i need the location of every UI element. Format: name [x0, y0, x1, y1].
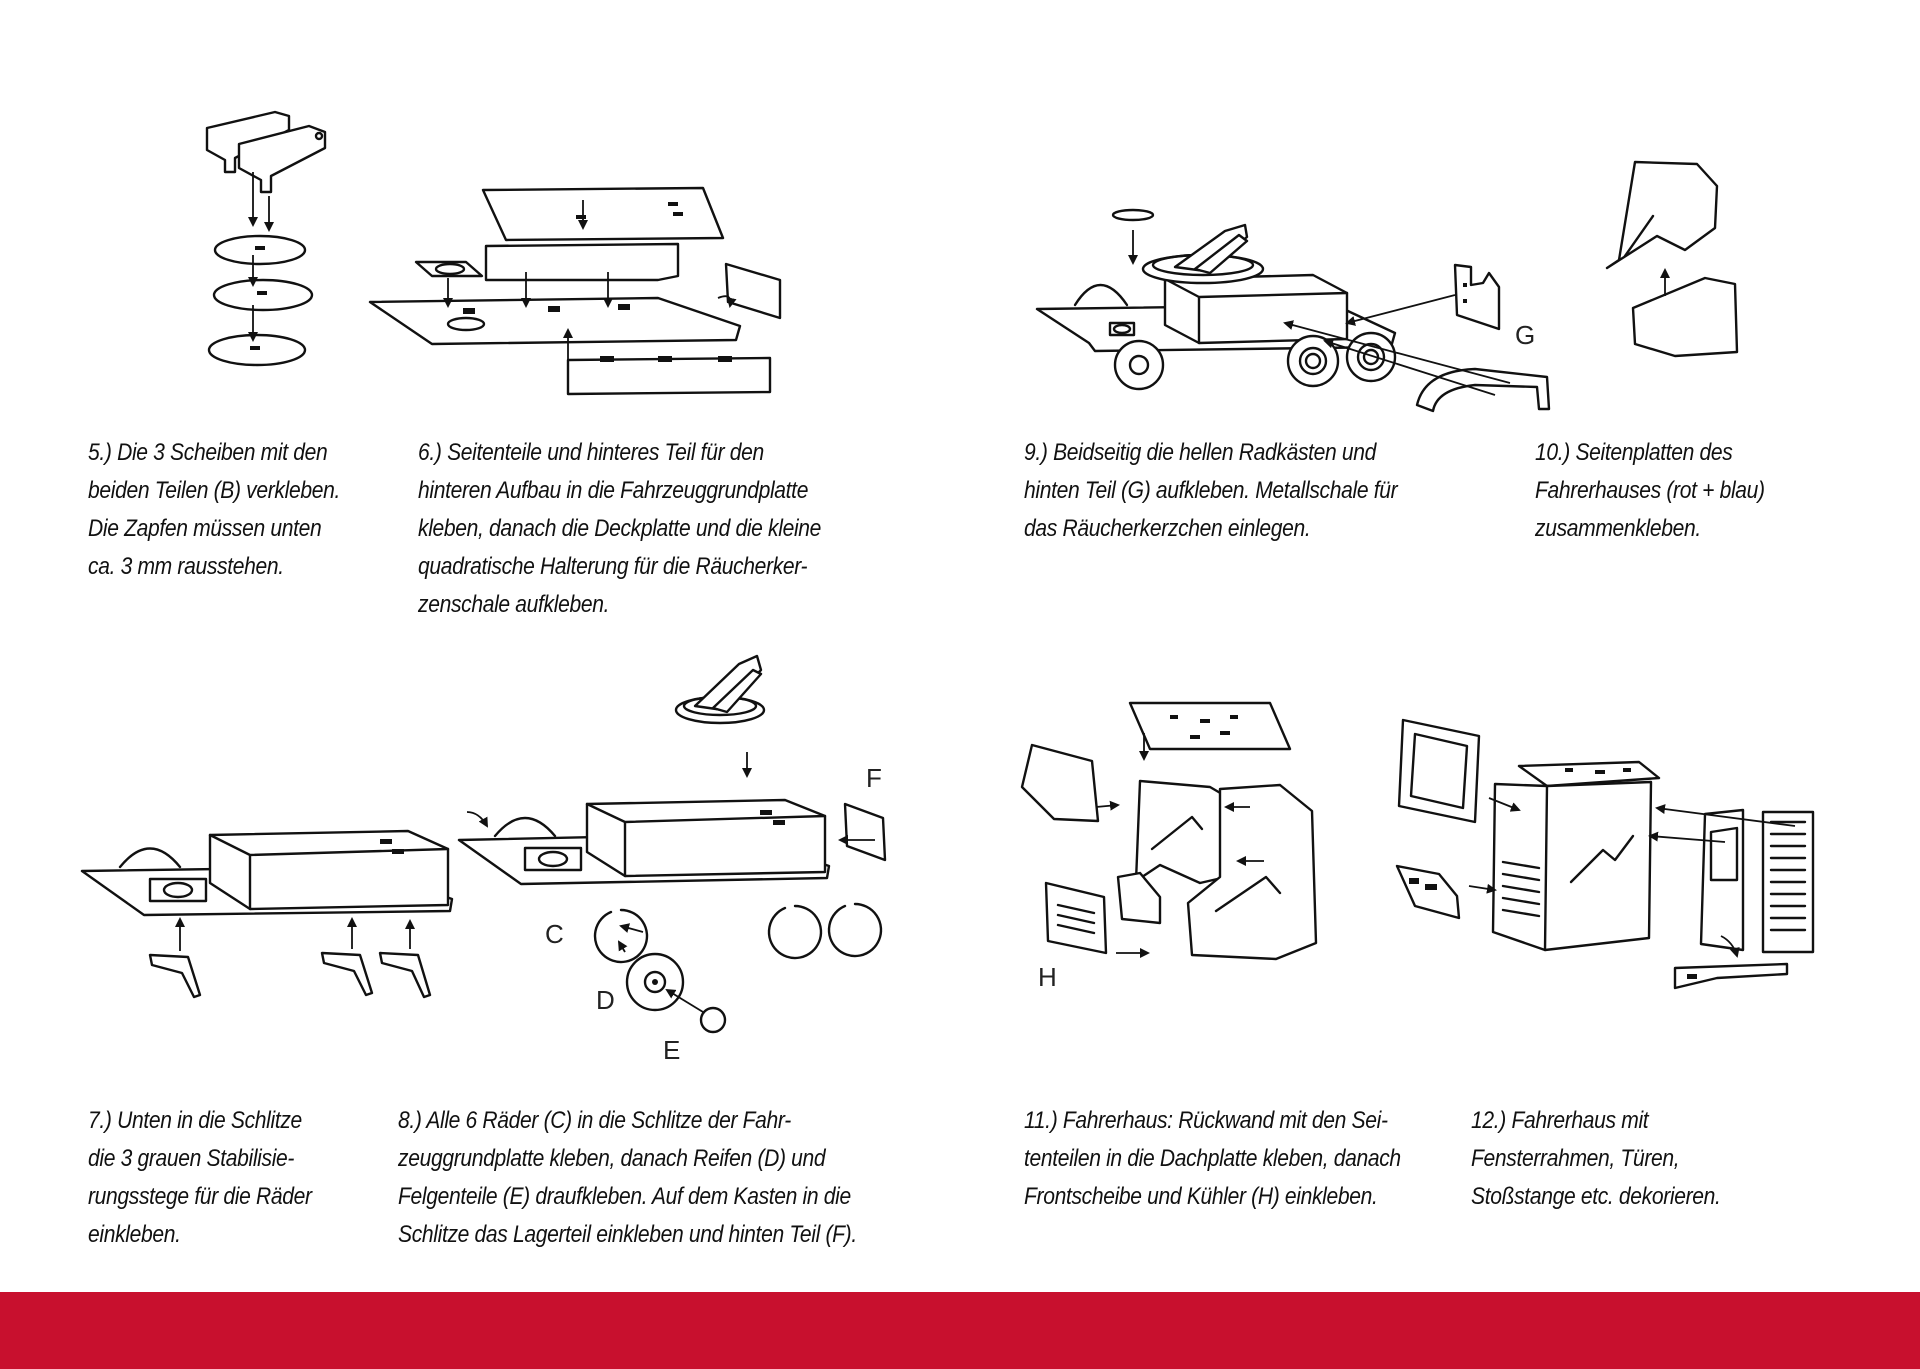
body-box [210, 831, 448, 909]
cover-plate [483, 188, 723, 240]
roof-plate [1130, 703, 1290, 749]
figure-step-5 [195, 110, 345, 370]
cab-side-panel-red [1607, 162, 1717, 268]
part-label-h: H [1038, 962, 1057, 992]
side-wall-lower [568, 358, 770, 394]
bumper [1397, 866, 1459, 918]
step-12-text: 12.) Fahrerhaus mit Fensterrahmen, Türen, Stoßstange etc. dekorieren. [1471, 1107, 1721, 1210]
stabilizer-bar-2 [322, 953, 372, 995]
body-box [587, 800, 825, 876]
part-label-c: C [545, 919, 564, 949]
wheels-left [1115, 341, 1163, 389]
figure-step-7 [80, 815, 460, 1010]
rear-panel [726, 264, 780, 318]
step-9-text: 9.) Beidseitig die hellen Radkästen und hinten Teil (G) aufkleben. Metallschale für das Räucherkerzchen einlegen. [1024, 439, 1398, 542]
footer-red-bar [0, 1292, 1920, 1369]
tire-d [627, 954, 683, 1010]
step-8-text: 8.) Alle 6 Räder (C) in die Schlitze der Fahr- zeuggrundplatte kleben, danach Reifen (D) und Felgenteile (E) draufkleben. Auf dem Kasten in die Schlitze das Lagerteil einkleben und hinten Teil (F). [398, 1107, 857, 1248]
part-f [845, 804, 885, 860]
part-label-d: D [596, 985, 615, 1015]
step-11-text: 11.) Fahrerhaus: Rückwand mit den Sei- tenteilen in die Dachplatte kleben, danach Frontscheibe und Kühler (H) einkleben. [1024, 1107, 1401, 1210]
base-plate [370, 298, 740, 344]
figure-step-12 [1395, 712, 1830, 1002]
side-wall-upper [486, 244, 678, 280]
part-g [1455, 265, 1499, 329]
step-10-text: 10.) Seitenplatten des Fahrerhauses (rot + blau) zusammenkleben. [1535, 439, 1765, 542]
step-5-text: 5.) Die 3 Scheiben mit den beiden Teilen (B) verkleben. Die Zapfen müssen unten ca. 3 mm rausstehen. [88, 439, 340, 580]
part-label-f: F [866, 763, 882, 793]
cab-side-panel-blue [1633, 278, 1737, 356]
step-6-text: 6.) Seitenteile und hinteres Teil für den hinteren Aufbau in die Fahrzeuggrundplatte kleben, danach die Deckplatte und die kleine quadratische Halterung für die Räucherker- zenschale aufkleben. [418, 439, 822, 618]
windshield [1022, 745, 1098, 821]
metal-bowl [1113, 210, 1153, 220]
part-label-e: E [663, 1035, 681, 1065]
part-label-g: G [1515, 320, 1536, 350]
figure-step-6 [368, 180, 788, 402]
figure-step-9 [1035, 205, 1555, 420]
figure-step-10 [1605, 158, 1745, 363]
wheel-c-2 [769, 906, 821, 958]
figure-step-11 [1020, 697, 1340, 977]
cab-body [1493, 782, 1651, 950]
stabilizer-bar-1 [150, 955, 200, 997]
rim-e [701, 1008, 725, 1032]
wheel-c-1 [595, 910, 647, 962]
figure-step-8 [455, 640, 900, 1030]
step-7-text: 7.) Unten in die Schlitze die 3 grauen Stabilisie- rungsstege für die Räder einkleben. [88, 1107, 312, 1248]
stabilizer-bar-3 [380, 953, 430, 997]
cab-front-lower [1118, 873, 1160, 923]
wheel-c-3 [829, 904, 881, 956]
